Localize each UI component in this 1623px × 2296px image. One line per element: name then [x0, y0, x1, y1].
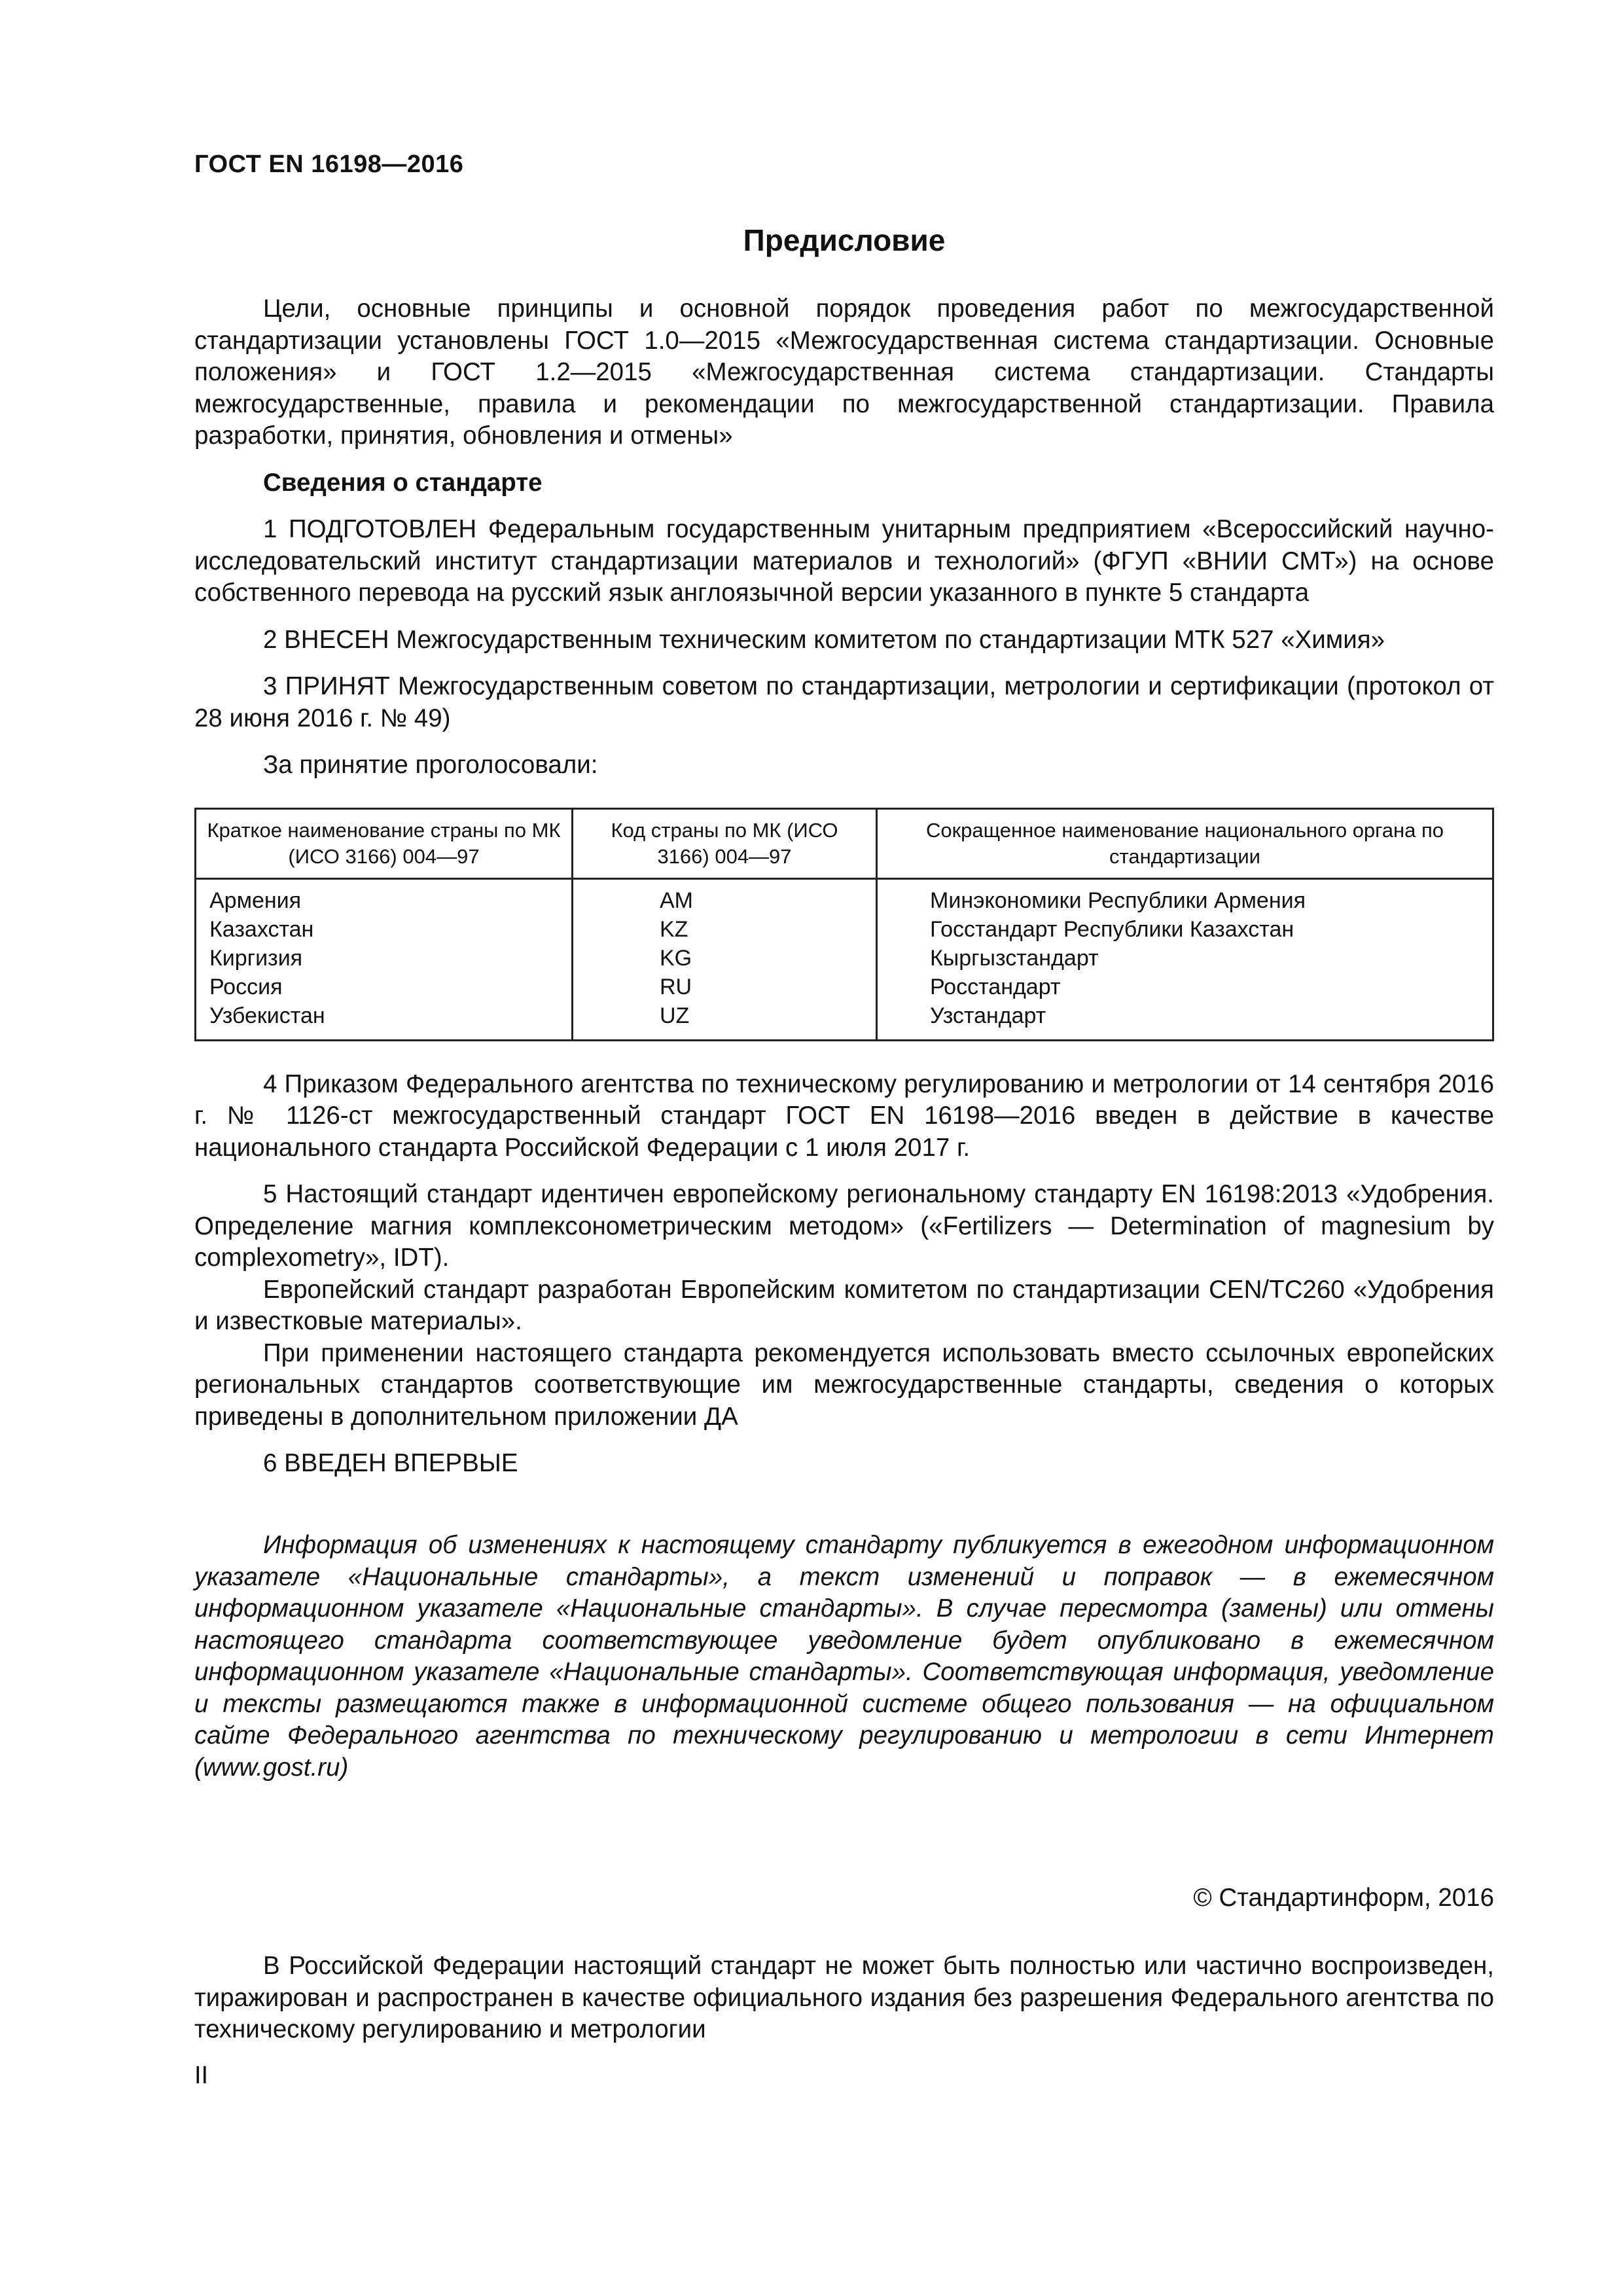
national-bodies-cell: [877, 878, 1493, 1040]
item-1-paragraph: 1 ПОДГОТОВЛЕН Федеральным государственным унитарным предприятием «Всероссийский научно-исследовательский институт стандартизации материалов и технологий» (ФГУП «ВНИИ СМТ») на основе собственного перевода на русский язык англоязычной версии указанного в пункте 5 стандарта: [194, 515, 1494, 607]
item-5-european-committee: Европейский стандарт разработан Европейским комитетом по стандартизации CEN/TC260 «Удобрения и известковые материалы».: [194, 1275, 1494, 1335]
country-code: AM: [660, 888, 693, 913]
item-6-paragraph: 6 ВВЕДЕН ВПЕРВЫЕ: [263, 1449, 518, 1477]
country-code: KZ: [660, 916, 688, 942]
voting-table-wrapper: [194, 808, 1494, 1041]
table-header-row: [196, 808, 1493, 878]
item-4-paragraph: 4 Приказом Федерального агентства по техническому регулированию и метрологии от 14 сентября 2016 г. № 1126-ст межгосударственный стандарт ГОСТ EN 16198—2016 введен в действие в качестве национального стандарта Российской Федерации с 1 июля 2017 г.: [194, 1069, 1494, 1162]
national-body: Кыргызстандарт: [930, 945, 1099, 971]
country-name: Киргизия: [209, 945, 303, 971]
document-body: [194, 293, 1494, 1480]
national-body: Росстандарт: [930, 974, 1061, 999]
changes-notice: Информация об изменениях к настоящему стандарту публикуется в ежегодном информационном указателе «Национальные стандарты», а текст изменений и поправок — в ежемесячном информационном указателе «Национальные стандарты». В случае пересмотра (замены) или отмены настоящего стандарта соответствующее уведомление будет опубликовано в ежемесячном информационном указателе «Национальные стандарты». Соответствующая информация, уведомление и тексты размещаются также в информационной системе общего пользования — на официальном сайте Федерального агентства по техническому регулированию и метрологии в сети Интернет (www.gost.ru): [194, 1531, 1494, 1782]
national-body: Госстандарт Республики Казахстан: [930, 916, 1294, 942]
item-3-paragraph: 3 ПРИНЯТ Межгосударственным советом по стандартизации, метрологии и сертификации (протокол от 28 июня 2016 г. № 49): [194, 672, 1494, 732]
country-name: Узбекистан: [209, 1003, 325, 1028]
rights-notice: В Российской Федерации настоящий стандарт не может быть полностью или частично воспроизведен, тиражирован и распространен в качестве официального издания без разрешения Федерального агентства по техническому регулированию и метрологии: [194, 1952, 1494, 2043]
vote-intro: За принятие проголосовали:: [263, 751, 598, 779]
national-body: Узстандарт: [930, 1003, 1046, 1028]
copyright-notice: © Стандартинформ, 2016: [1193, 1884, 1494, 1912]
header-national-body: Сокращенное наименование национального органа по стандартизации: [877, 808, 1493, 878]
national-body: Минэкономики Республики Армения: [930, 888, 1306, 913]
item-2-paragraph: 2 ВНЕСЕН Межгосударственным техническим комитетом по стандартизации МТК 527 «Химия»: [263, 625, 1385, 654]
country-name: Армения: [209, 888, 302, 913]
header-country-code: Код страны по МК (ИСО 3166) 004—97: [573, 808, 877, 878]
country-code: RU: [660, 974, 692, 999]
page-number: II: [194, 2062, 209, 2089]
table-row: [196, 878, 1493, 1040]
item-5-paragraph: 5 Настоящий стандарт идентичен европейскому региональному стандарту EN 16198:2013 «Удобрения. Определение магния комплексонометрическим методом» («Fertilizers — Determination of magnesium by complexometry», IDT).: [194, 1180, 1494, 1272]
document-code: ГОСТ EN 16198—2016: [194, 151, 464, 178]
country-code: KG: [660, 945, 692, 971]
page-title: Предисловие: [743, 223, 946, 257]
country-code: UZ: [660, 1003, 690, 1028]
country-names-cell: [196, 878, 573, 1040]
info-heading: Сведения о стандарте: [263, 468, 543, 497]
voting-table: [194, 808, 1494, 1041]
country-name: Россия: [209, 974, 283, 999]
country-name: Казахстан: [209, 916, 314, 942]
country-codes-cell: [573, 878, 877, 1040]
item-5-application-note: При применении настоящего стандарта рекомендуется использовать вместо ссылочных европейских региональных стандартов соответствующие им межгосударственные стандарты, сведения о которых приведены в дополнительном приложении ДА: [194, 1338, 1494, 1431]
intro-paragraph: Цели, основные принципы и основной порядок проведения работ по межгосударственной стандартизации установлены ГОСТ 1.0—2015 «Межгосударственная система стандартизации. Основные положения» и ГОСТ 1.2—2015 «Межгосударственная система стандартизации. Стандарты межгосударственные, правила и рекомендации по межгосударственной стандартизации. Правила разработки, принятия, обновления и отмены»: [194, 295, 1494, 450]
header-country-name: Краткое наименование страны по МК (ИСО 3166) 004—97: [196, 808, 573, 878]
